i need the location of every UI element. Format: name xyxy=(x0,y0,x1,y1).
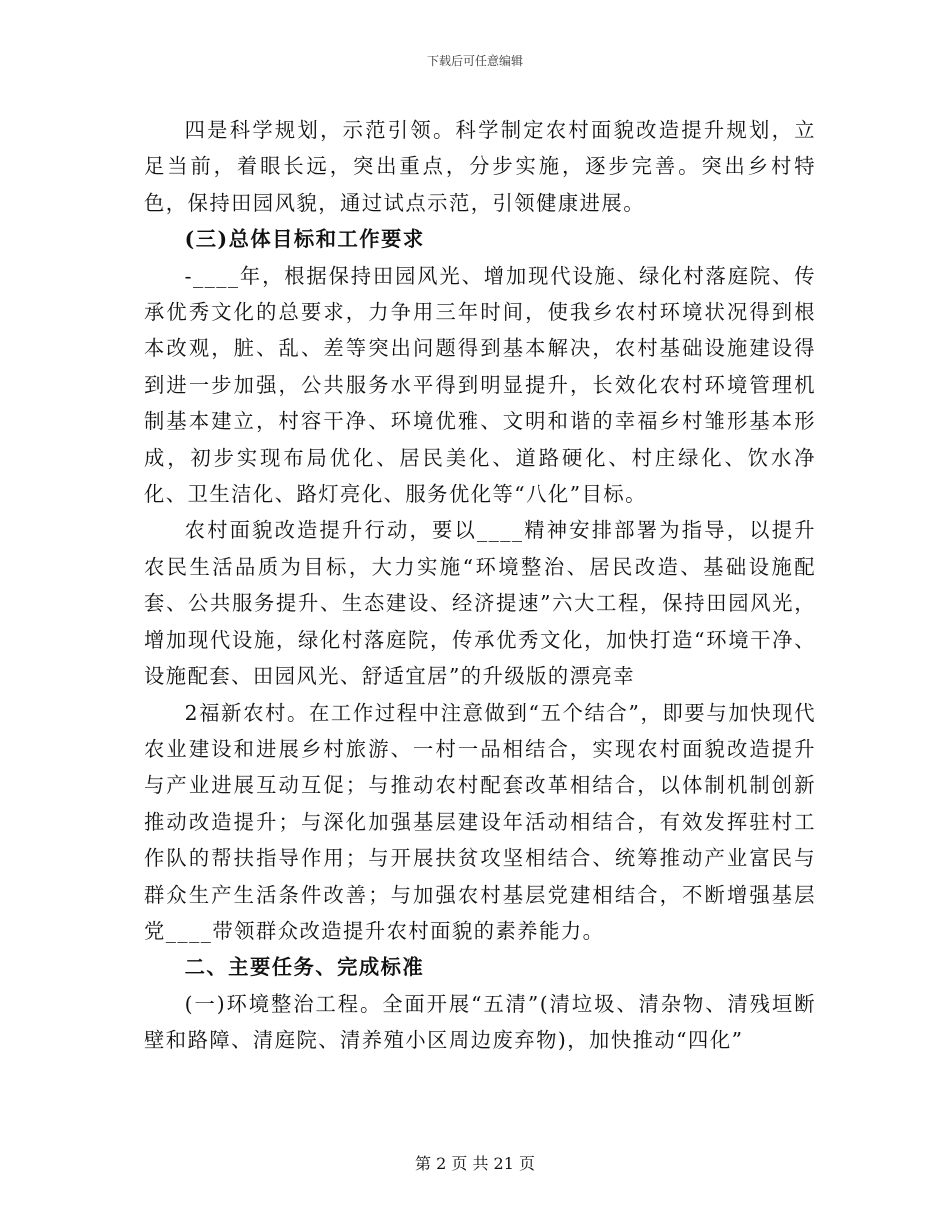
paragraph-five-combinations: 2福新农村。在工作过程中注意做到“五个结合”，即要与加快现代农业建设和进展乡村旅游、一村一品相结合，实现农村面貌改造提升与产业进展互动互促；与推动农村配套改革相结合，以体制机制创新推动改造提升；与深化加强基层建设年活动相结合，有效发挥驻村工作队的帮扶指导作用；与开展扶贫攻坚相结合、统筹推动产业富民与群众生产生活条件改善；与加强农村基层党建相结合，不断增强基层党____带领群众改造提升农村面貌的素养能力。 xyxy=(144,700,816,943)
section-heading-tasks: 二、主要任务、完成标准 xyxy=(184,955,425,980)
paragraph-environment: (一)环境整治工程。全面开展“五清”(清垃圾、清杂物、清残垣断壁和路障、清庭院、清养殖小区周边废弃物)，加快推动“四化” xyxy=(144,991,816,1053)
paragraph-goals: -____年，根据保持田园风光、增加现代设施、绿化村落庭院、传承优秀文化的总要求，力争用三年时间，使我乡农村环境状况得到根本改观，脏、乱、差等突出问题得到基本解决，农村基础设施建设得到进一步加强，公共服务水平得到明显提升，长效化农村环境管理机制基本建立，村容干净、环境优雅、文明和谐的幸福乡村雏形基本形成，初步实现布局优化、居民美化、道路硬化、村庄绿化、饮水净化、卫生洁化、路灯亮化、服务优化等“八化”目标。 xyxy=(144,263,816,507)
page-header: 下载后可任意编辑 xyxy=(426,54,523,68)
paragraph-action: 农村面貌改造提升行动，要以____精神安排部署为指导，以提升农民生活品质为目标，大力实施“环境整治、居民改造、基础设施配套、公共服务提升、生态建设、经济提速”六大工程，保持田园风光，增加现代设施，绿化村落庭院，传承优秀文化，加快打造“环境干净、设施配套、田园风光、舒适宜居”的升级版的漂亮幸 xyxy=(144,518,816,689)
page-footer: 第 2 页 共 21 页 xyxy=(415,1154,535,1173)
paragraph-planning: 四是科学规划，示范引领。科学制定农村面貌改造提升规划，立足当前，着眼长远，突出重点，分步实施，逐步完善。突出乡村特色，保持田园风貌，通过试点示范，引领健康进展。 xyxy=(144,118,816,215)
document-body xyxy=(144,112,816,1059)
section-heading-goals: (三)总体目标和工作要求 xyxy=(184,227,425,252)
